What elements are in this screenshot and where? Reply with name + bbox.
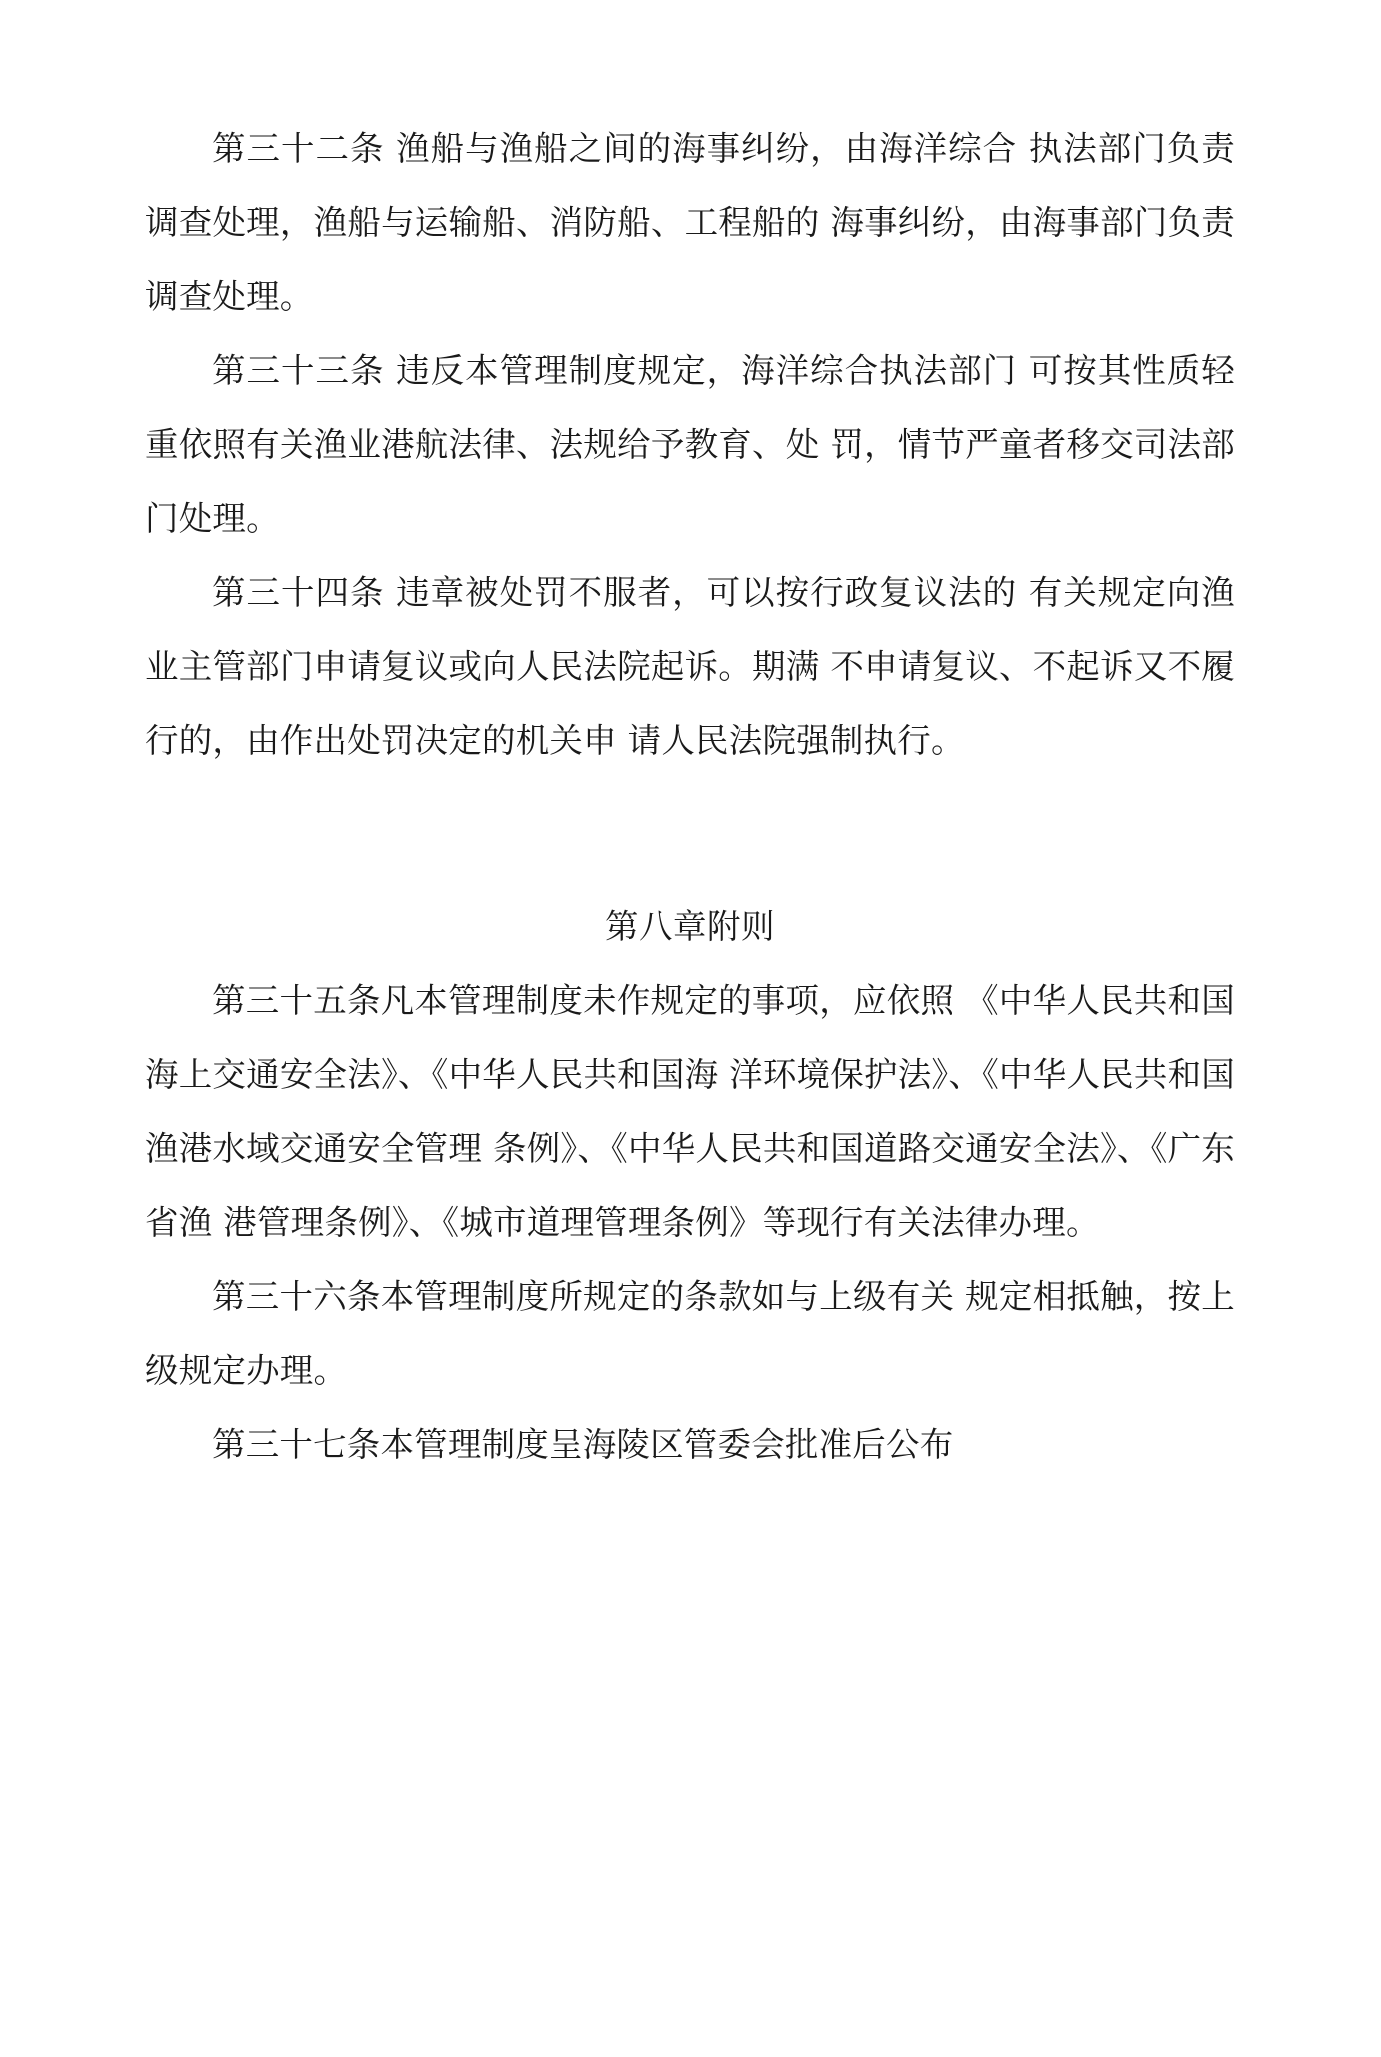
paragraph-article-35: 第三十五条凡本管理制度未作规定的事项，应依照 《中华人民共和国海上交通安全法》、《中华人民共和国海 洋环境保护法》、《中华人民共和国渔港水域交通安全管理 条例》、《中华人民共和国道路交通安全法》、《广东省渔 港管理条例》、《城市道理管理条例》等现行有关法律办理。 [145, 981, 1235, 1242]
document-body [145, 112, 1235, 1482]
paragraph-article-37: 第三十七条本管理制度呈海陵区管委会批准后公布 [212, 1425, 954, 1464]
paragraph-article-33: 第三十三条 违反本管理制度规定，海洋综合执法部门 可按其性质轻重依照有关渔业港航法律、法规给予教育、处 罚，情节严童者移交司法部门处理。 [145, 351, 1235, 538]
paragraph-article-34: 第三十四条 违章被处罚不服者，可以按行政复议法的 有关规定向渔业主管部门申请复议或向人民法院起诉。期满 不申请复议、不起诉又不履行的，由作出处罚决定的机关申 请人民法院强制执行。 [145, 573, 1235, 760]
chapter-heading-8: 第八章附则 [605, 907, 775, 946]
section-spacer [145, 778, 1235, 890]
paragraph-article-32: 第三十二条 渔船与渔船之间的海事纠纷，由海洋综合 执法部门负责调查处理，渔船与运输船、消防船、工程船的 海事纠纷，由海事部门负责调查处理。 [145, 129, 1235, 316]
paragraph-article-36: 第三十六条本管理制度所规定的条款如与上级有关 规定相抵触，按上级规定办理。 [145, 1277, 1235, 1390]
